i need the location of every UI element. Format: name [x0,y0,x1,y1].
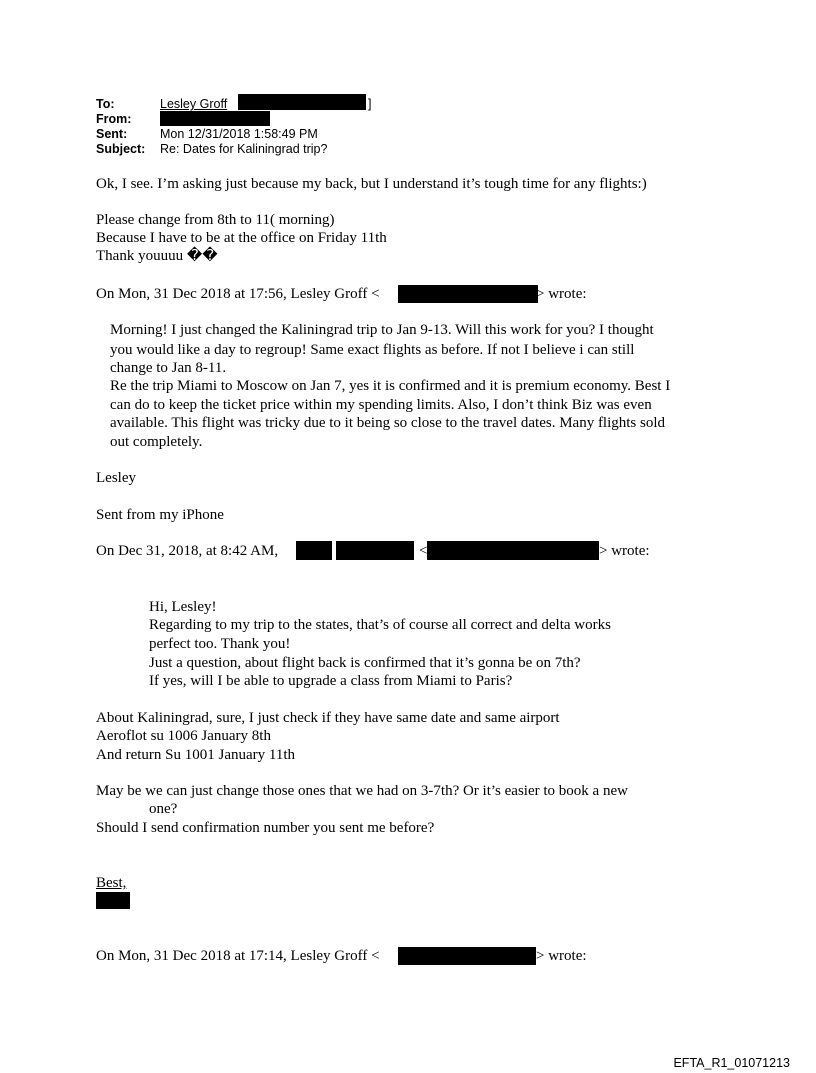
quote1-line-3: change to Jan 8-11. [110,360,227,376]
quote2-intro-b: > wrote: [599,543,650,559]
quote1-line-7: out completely. [110,434,203,450]
redaction-quote1-email [398,285,538,303]
replacement-glyph-icon: � [202,248,218,264]
quote3-intro-b: > wrote: [536,948,587,964]
quote1-line-2: you would like a day to regroup! Same exact flights as before. If not I believe i can still [110,342,635,358]
quote2-intro-a: On Dec 31, 2018, at 8:42 AM, [96,543,279,559]
subject-label: Subject: [96,142,146,156]
quote1-intro-a: On Mon, 31 Dec 2018 at 17:56, Lesley Groff < [96,286,380,302]
reply-line-3: Because I have to be at the office on Friday 11th [96,230,387,246]
reply-line-1: Ok, I see. I’m asking just because my back, but I understand it’s tough time for any flights:) [96,176,647,192]
bates-number: EFTA_R1_01071213 [673,1056,790,1070]
quote1-line-1: Morning! I just changed the Kaliningrad trip to Jan 9-13. Will this work for you? I thought [110,322,654,338]
kaliningrad-question-1b: one? [149,801,178,817]
kaliningrad-line-2: Aeroflot su 1006 January 8th [96,728,271,744]
redaction-quote2-email [427,541,599,560]
kaliningrad-line-3: And return Su 1001 January 11th [96,747,295,763]
quote2-line-5: If yes, will I be able to upgrade a class from Miami to Paris? [149,673,513,689]
kaliningrad-question-1a: May be we can just change those ones that we had on 3-7th? Or it’s easier to book a new [96,783,628,799]
redaction-to-email [238,94,366,110]
quote1-line-4: Re the trip Miami to Moscow on Jan 7, yes it is confirmed and it is premium economy. Best I [110,378,671,394]
redaction-quote3-email [398,947,536,965]
reply-line-2: Please change from 8th to 11( morning) [96,212,335,228]
to-label: To: [96,97,115,111]
sent-value: Mon 12/31/2018 1:58:49 PM [160,127,318,141]
kaliningrad-question-2: Should I send confirmation number you sent me before? [96,820,435,836]
quote1-intro-b: > wrote: [536,286,587,302]
closing: Best, [96,875,127,891]
quote1-line-6: available. This flight was tricky due to it being so close to the travel dates. Many flights sold [110,415,666,431]
quote3-intro-a: On Mon, 31 Dec 2018 at 17:14, Lesley Groff < [96,948,380,964]
redaction-sender-name [96,892,130,909]
subject-value: Re: Dates for Kaliningrad trip? [160,142,328,156]
to-value: Lesley Groff [160,97,228,111]
quote1-line-5: can do to keep the ticket price within my spending limits. Also, I don’t think Biz was even [110,397,652,413]
to-bracket: ] [368,97,372,111]
redaction-quote2-last-name [336,541,414,560]
quote2-line-1: Hi, Lesley! [149,599,217,615]
kaliningrad-line-1: About Kaliningrad, sure, I just check if they have same date and same airport [96,710,560,726]
redaction-from [160,111,270,126]
quote2-line-3: perfect too. Thank you! [149,636,291,652]
quote1-sent-from: Sent from my iPhone [96,507,224,523]
quote1-signature: Lesley [96,470,136,486]
quote2-line-2: Regarding to my trip to the states, that’s of course all correct and delta works [149,617,611,633]
sent-label: Sent: [96,127,128,141]
reply-line-4-text: Thank youuuu � [96,248,203,264]
reply-line-4 [96,247,218,265]
from-label: From: [96,112,132,126]
quote2-line-4: Just a question, about flight back is confirmed that it’s gonna be on 7th? [149,655,581,671]
redaction-quote2-first-name [296,541,332,560]
quote2-intro-lt: < [419,543,428,559]
